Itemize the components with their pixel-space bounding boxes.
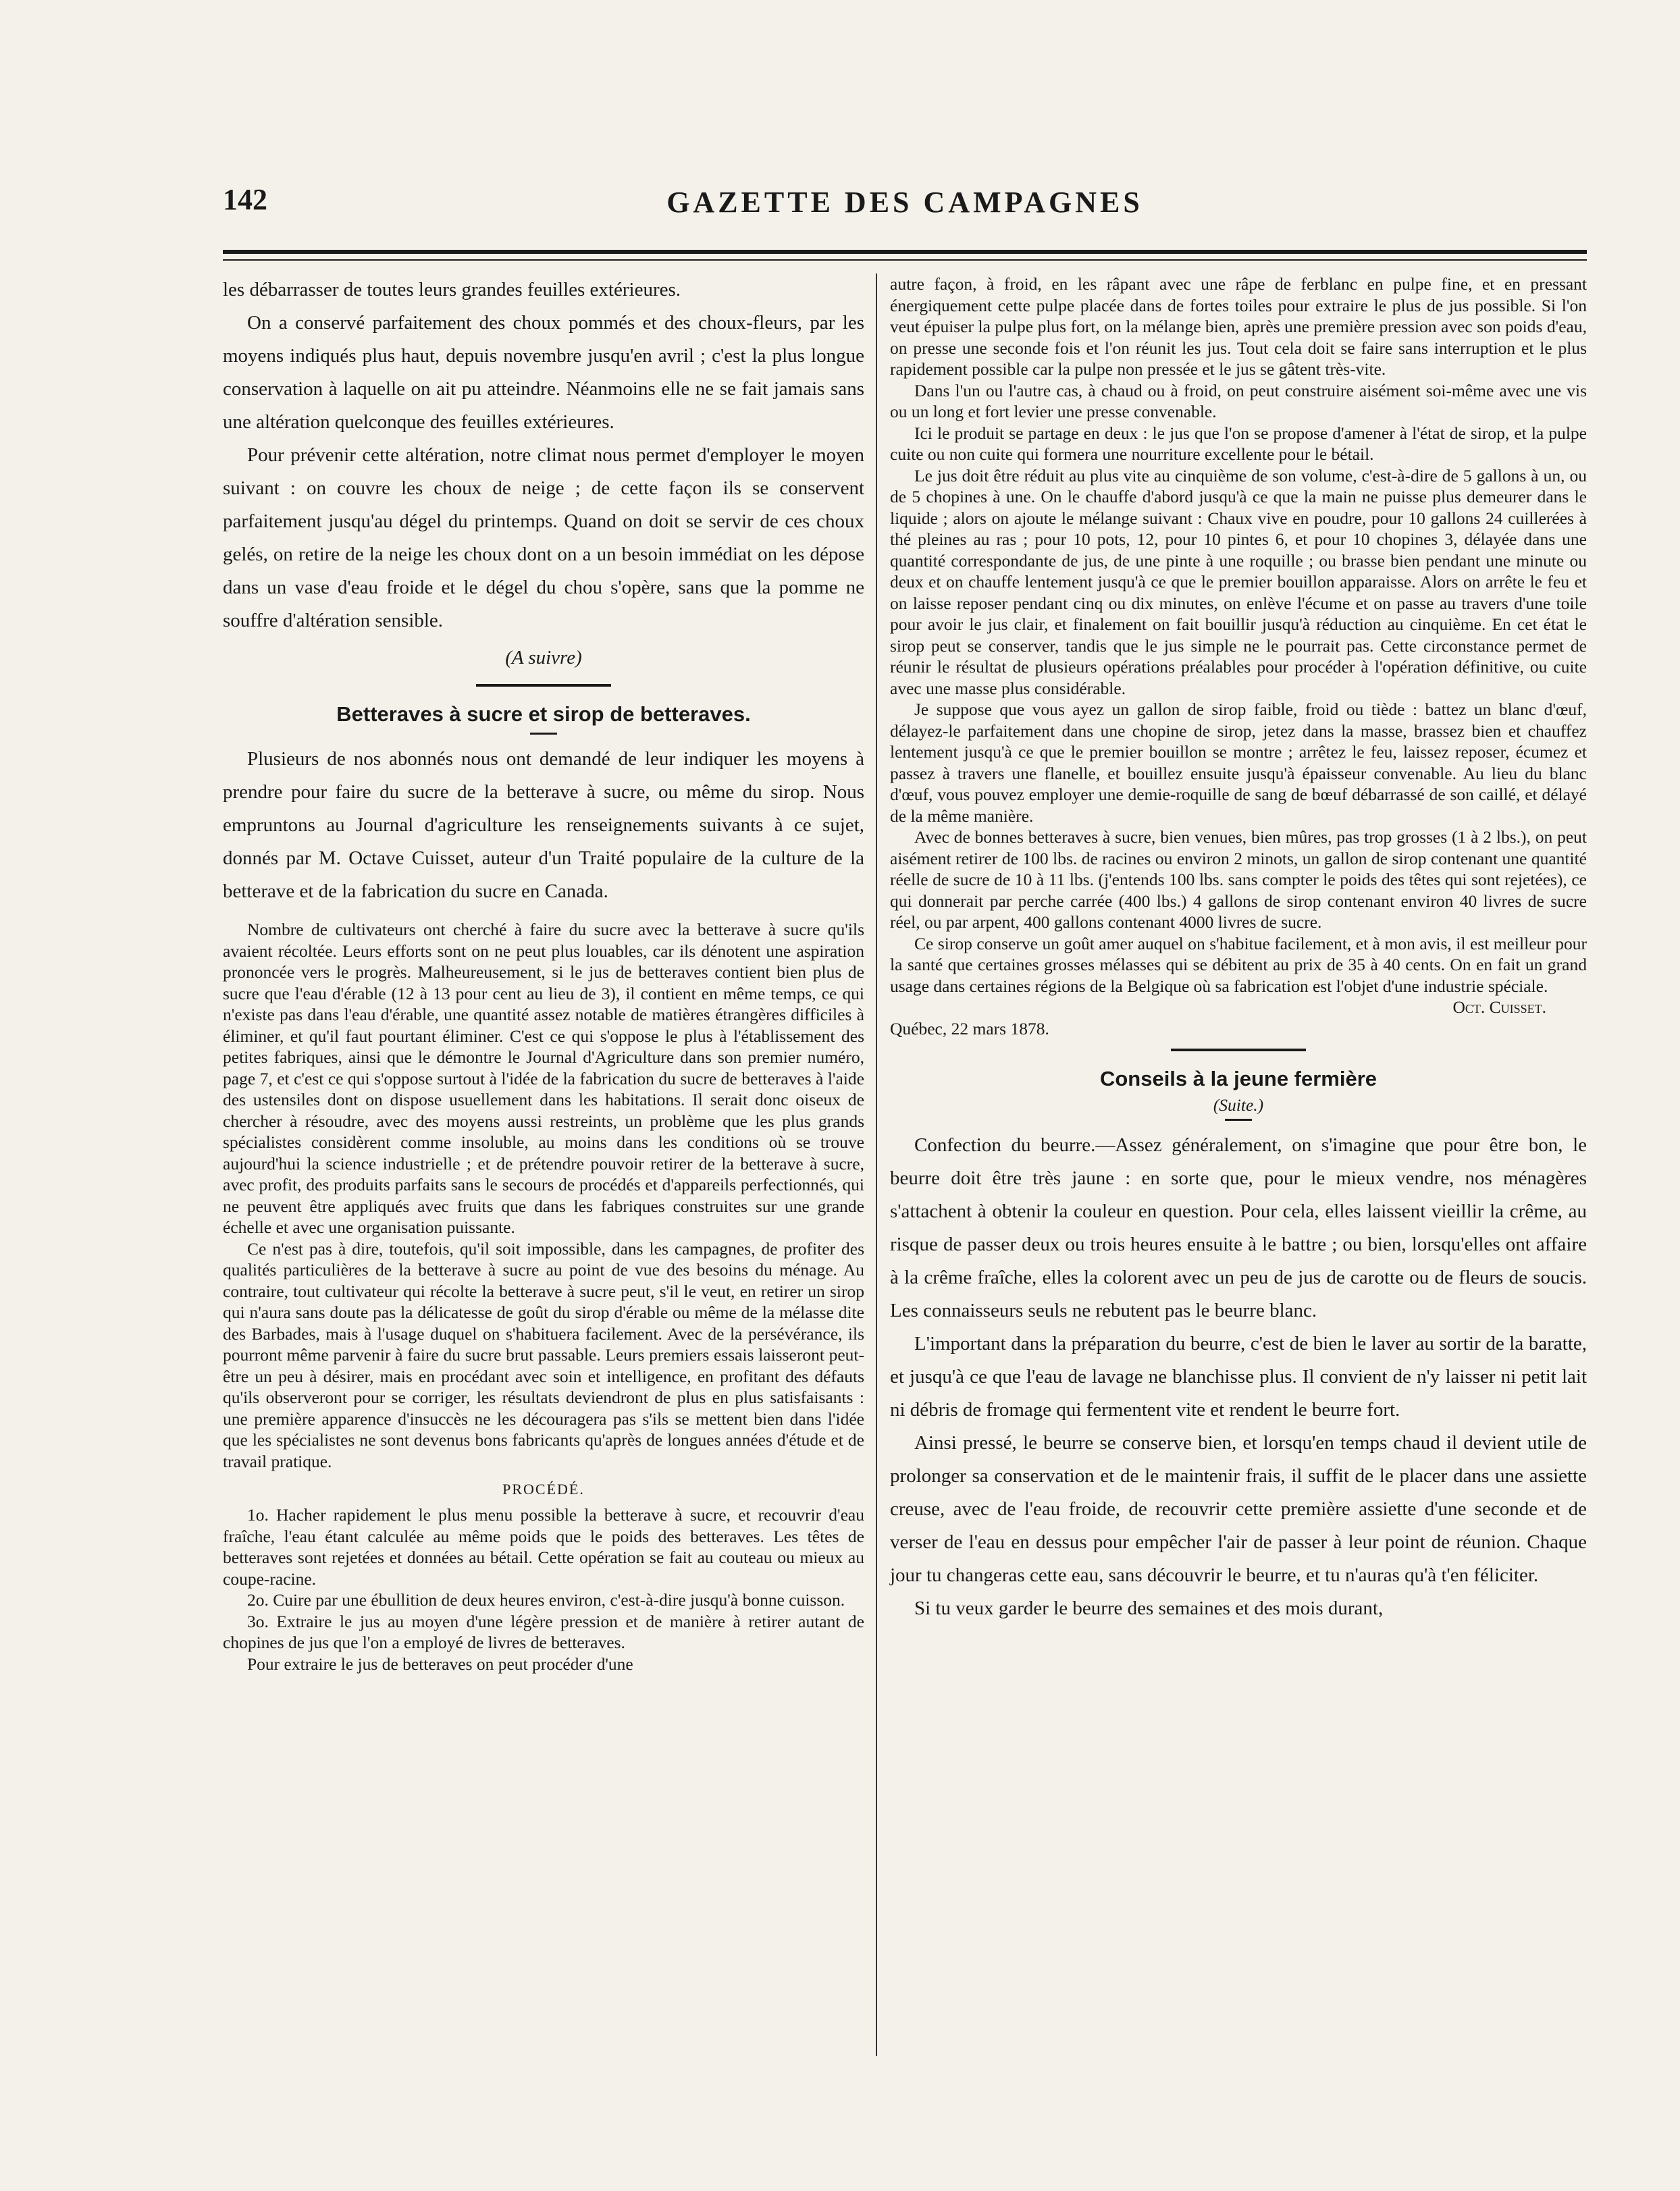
step-paragraph: Pour extraire le jus de betteraves on peut procéder d'une xyxy=(247,1654,633,1674)
body-paragraph: Si tu veux garder le beurre des semaines et des mois durant, xyxy=(914,1597,1384,1619)
page-number: 142 xyxy=(223,183,267,216)
article-title: Conseils à la jeune fermière xyxy=(1099,1067,1377,1090)
intro-paragraph: les débarrasser de toutes leurs grandes feuilles extérieures. xyxy=(223,279,681,300)
body-paragraph: Dans l'un ou l'autre cas, à chaud ou à froid, on peut construire aisément soi-même avec une vis ou un long et fort levier une presse convenable. xyxy=(890,380,1587,421)
masthead-title: GAZETTE DES CAMPAGNES xyxy=(666,186,1143,219)
a-suivre-note: (A suivre) xyxy=(505,647,582,668)
body-paragraph: L'important dans la préparation du beurre, c'est de bien le laver au sortir de la baratte, et jusqu'à ce que l'eau de lavage ne blanchisse plus. Il convient de n'y laisser ni petit lait ni débris de fromage qui fermentent vite et rendent le beurre fort. xyxy=(890,1332,1587,1421)
step-paragraph: 2o. Cuire par une ébullition de deux heures environ, c'est-à-dire jusqu'à bonne cuisson. xyxy=(247,1590,845,1610)
body-paragraph: Le jus doit être réduit au plus vite au cinquième de son volume, c'est-à-dire de 5 gallons à un, ou de 5 chopines à une. On le chauffe d'abord jusqu'à ce que la main ne puisse plus demeurer dans le liquide ; alors on ajoute le mélange suivant : Chaux vive en poudre, pour 10 gallons 24 cuillerées à thé pleines au ras ; pour 10 pots, 12, pour 10 pintes 6, et pour 10 chopines 3, délayée dans une quantité correspondante de jus, de une pinte à une roquille ; ou brasse bien pendant une minute ou deux et on chauffe lentement jusqu'à ce que le premier bouillon apparaisse. Alors on arrête le feu et on laisse reposer pendant cinq ou dix minutes, on enlève l'écume et on passe au travers d'une toile pour avoir le jus clair, et finalement on fait bouillir jusqu'à réduction au cinquième. En cet état le sirop peut se conserver, tandis que le jus simple ne le pourrait pas. Cette circonstance permet de réunir le résultat de plusieurs opérations préalables pour procéder à l'opération définitive, ou cuite avec une masse plus considérable. xyxy=(890,465,1587,698)
lead-paragraph: Plusieurs de nos abonnés nous ont demandé de leur indiquer les moyens à prendre pour faire du sucre de la betterave à sucre, ou même du sirop. Nous empruntons au Journal d'agriculture les renseignements suivants à ce sujet, donnés par M. Octave Cuisset, auteur d'un Traité populaire de la culture de la betterave et de la fabrication du sucre en Canada. xyxy=(223,748,864,902)
left-column xyxy=(223,273,864,1674)
body-paragraph: Nombre de cultivateurs ont cherché à faire du sucre avec la betterave à sucre qu'ils avaient récoltée. Leurs efforts sont on ne peut plus louables, car ils dénotent une aspiration prononcée vers le progrès. Malheureusement, si le jus de betteraves contient bien plus de sucre que l'eau d'érable (12 à 13 pour cent au lieu de 3), il contient en même temps, ce qui n'existe pas dans l'eau d'érable, une quantité assez notable de matières étrangères difficiles à éliminer, et qu'il faut pourtant éliminer. C'est ce qui s'oppose le plus à l'établissement des petites fabriques, ainsi que le démontre le Journal d'Agriculture dans son premier numéro, page 7, et c'est ce qui s'oppose surtout à l'idée de la fabrication du sucre de betteraves à l'aide des ustensiles dont on dispose usuellement dans les habitations. Il serait donc oiseux de chercher à résoudre, avec des moyens aussi restreints, un problème que les plus grands spécialistes considèrent comme insoluble, au moins dans les conditions où se trouve aujourd'hui la science industrielle ; et de prétendre pouvoir retirer de la betterave à sucre, avec profit, des produits parfaits sans le secours de procédés et d'appareils perfectionnés, qui ne peuvent être appliqués avec fruits que dans les fabriques construites sur une grande échelle et avec une organisation puissante. xyxy=(223,920,864,1237)
column-divider xyxy=(876,273,877,2056)
author-signature: Oct. Cuisset. xyxy=(1452,997,1546,1017)
header-rule-thin xyxy=(223,259,1587,261)
title-divider xyxy=(1225,1119,1252,1121)
body-paragraph: Avec de bonnes betteraves à sucre, bien venues, bien mûres, pas trop grosses (1 à 2 lbs.), on peut aisément retirer de 100 lbs. de racines ou environ 2 minots, un gallon de sirop contenant une quantité réelle de sucre de 10 à 11 lbs. (j'entends 100 lbs. sans compter le poids des têtes qui sont rejetées), ce qui donnerait par perche carrée (400 lbs.) 4 gallons de sirop contenant environ 40 livres de sucre réel, ou par arpent, 400 gallons contenant 4000 livres de sucre. xyxy=(890,827,1587,932)
section-divider xyxy=(1171,1049,1306,1051)
page-header xyxy=(223,182,1587,236)
body-paragraph: Ici le produit se partage en deux : le jus que l'on se propose d'amener à l'état de sirop, et la pulpe cuite ou non cuite qui formera une nourriture excellente pour le bétail. xyxy=(890,423,1587,464)
body-paragraph: Ce n'est pas à dire, toutefois, qu'il soit impossible, dans les campagnes, de profiter des qualités particulières de la betterave à sucre au point de vue des besoins du ménage. Au contraire, tout cultivateur qui récolte la betterave à sucre peut, s'il le veut, en retirer un sirop qui n'aura sans doute pas la délicatesse de goût du sirop d'érable ou même de la mélasse dite des Barbades, mais à l'usage duquel on s'habituera facilement. Avec de la persévérance, ils pourront même parvenir à faire du sucre brut passable. Leurs premiers essais laisseront peut-être un peu à désirer, mais en procédant avec soin et intelligence, en profitant des défauts qu'ils observeront pour se corriger, les résultats deviendront de plus en plus satisfaisants : une première apparence d'insuccès ne les découragera pas s'ils se mettent bien dans l'idée que les spécialistes ne sont devenus bons fabricants qu'après de longues années d'étude et de travail pratique. xyxy=(223,1238,864,1471)
header-rule-thick xyxy=(223,250,1587,254)
body-paragraph: autre façon, à froid, en les râpant avec une râpe de ferblanc en pulpe fine, et en pressant énergiquement cette pulpe placée dans de fortes toiles pour extraire le plus de jus possible. Si l'on veut épuiser la pulpe plus fort, on la mélange bien, après une première pression avec son poids d'eau, on presse une seconde fois et l'on réunit les jus. Tout cela doit se faire sans interruption et le plus rapidement possible car la pulpe non pressée et le jus se gâtent très-vite. xyxy=(890,274,1587,379)
step-paragraph: 1o. Hacher rapidement le plus menu possible la betterave à sucre, et recouvrir d'eau fraîche, l'eau étant calculée au même poids que le poids des betteraves. Les têtes de betteraves sont rejetées et données au bétail. Cette opération se fait au couteau ou mieux au coupe-racine. xyxy=(223,1505,864,1589)
body-paragraph: Je suppose que vous ayez un gallon de sirop faible, froid ou tiède : battez un blanc d'œuf, délayez-le parfaitement dans une chopine de sirop, jetez dans la masse, brassez bien et chauffez lentement jusqu'à ce que le premier bouillon se montre ; arrêtez le feu, laissez reposer, écumez et passez à travers une flanelle, et bouillez ensuite jusqu'à épaisseur convenable. Au lieu du blanc d'œuf, vous pouvez employer une demie-roquille de sang de bœuf débarrassé de son caillé, et délayé de la même manière. xyxy=(890,699,1587,826)
intro-paragraph: Pour prévenir cette altération, notre climat nous permet d'employer le moyen suivant : on couvre les choux de neige ; de cette façon ils se conservent parfaitement jusqu'au dégel du printemps. Quand on doit se servir de ces choux gelés, on retire de la neige les choux dont on a un besoin immédiat on les dépose dans un vase d'eau froide et le dégel du chou s'opère, sans que la pomme ne souffre d'altération sensible. xyxy=(223,444,864,631)
procede-heading: PROCÉDÉ. xyxy=(502,1481,585,1498)
article-suite: (Suite.) xyxy=(1213,1095,1264,1115)
right-column xyxy=(890,273,1587,1625)
section-divider xyxy=(476,684,611,687)
intro-paragraph: On a conservé parfaitement des choux pommés et des choux-fleurs, par les moyens indiqués plus haut, depuis novembre jusqu'en avril ; c'est la plus longue conservation à laquelle on ait pu atteindre. Néanmoins elle ne se fait jamais sans une altération quelconque des feuilles extérieures. xyxy=(223,312,864,433)
title-divider xyxy=(530,733,557,735)
article-title: Betteraves à sucre et sirop de betteraves. xyxy=(336,702,751,726)
step-paragraph: 3o. Extraire le jus au moyen d'une légère pression et de manière à retirer autant de chopines de jus que l'on a employé de livres de betteraves. xyxy=(223,1611,864,1652)
body-paragraph: Ainsi pressé, le beurre se conserve bien, et lorsqu'en temps chaud il devient utile de prolonger sa conservation et de le maintenir frais, il suffit de le placer dans une assiette creuse, avec de l'eau froide, de recouvrir cette première assiette d'une seconde et de verser de l'eau en dessus pour empêcher l'air de passer à leur point de réunion. Chaque jour tu changeras cette eau, sans découvrir le beurre, et tu n'auras qu'à t'en féliciter. xyxy=(890,1431,1587,1586)
body-paragraph: Ce sirop conserve un goût amer auquel on s'habitue facilement, et à mon avis, il est meilleur pour la santé que certaines grosses mélasses qui se débitent au prix de 35 à 40 cents. On en fait un grand usage dans certaines régions de la Belgique où sa fabrication est l'objet d'une industrie spéciale. xyxy=(890,933,1587,996)
body-paragraph: Confection du beurre.—Assez généralement, on s'imagine que pour être bon, le beurre doit être très jaune : en sorte que, pour le mieux vendre, nos ménagères s'attachent à obtenir la couleur en question. Pour cela, elles laissent vieillir la crême, au risque de passer deux ou trois heures ensuite à le battre ; ou bien, lorsqu'elles ont affaire à la crême fraîche, elles la colorent avec un peu de jus de carotte ou de fleurs de soucis. Les connaisseurs seuls ne rebutent pas le beurre blanc. xyxy=(890,1134,1587,1321)
dateline: Québec, 22 mars 1878. xyxy=(890,1018,1049,1038)
